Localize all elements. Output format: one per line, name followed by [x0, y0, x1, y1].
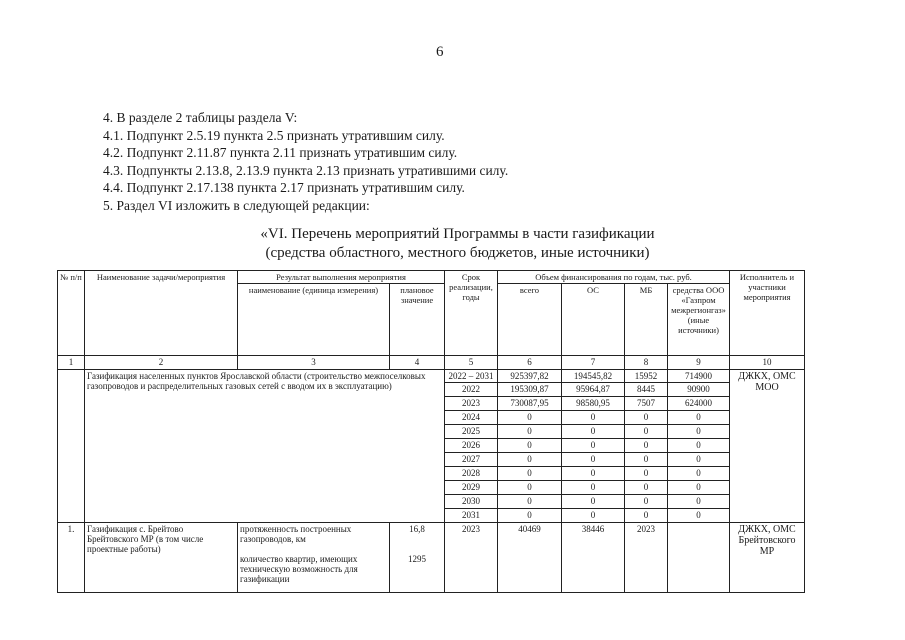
column-number: 3 — [238, 356, 390, 370]
year-cell: 2023 — [445, 397, 498, 411]
goal-mb: 15952 — [625, 370, 668, 383]
year-cell: 2031 — [445, 509, 498, 523]
page-number: 6 — [436, 44, 444, 60]
result-name: протяженность построенных газопроводов, км — [240, 524, 352, 544]
column-number: 6 — [498, 356, 562, 370]
year-other: 0 — [668, 467, 730, 481]
year-total: 0 — [498, 495, 562, 509]
section-title — [200, 225, 715, 263]
column-number: 8 — [625, 356, 668, 370]
year-total: 0 — [498, 411, 562, 425]
result-value: 1295 — [408, 554, 426, 564]
year-other: 0 — [668, 439, 730, 453]
intro-line: 4.2. Подпункт 2.11.87 пункта 2.11 признать утратившим силу. — [103, 145, 458, 161]
item-os: 38446 — [562, 523, 625, 593]
year-os: 0 — [562, 411, 625, 425]
year-os: 95964,87 — [562, 383, 625, 397]
year-cell: 2030 — [445, 495, 498, 509]
year-mb: 7507 — [625, 397, 668, 411]
header-mb: МБ — [625, 284, 668, 356]
year-total: 0 — [498, 509, 562, 523]
year-other: 0 — [668, 425, 730, 439]
result-value: 16,8 — [409, 524, 425, 534]
year-os: 0 — [562, 425, 625, 439]
year-os: 0 — [562, 495, 625, 509]
intro-line: 5. Раздел VI изложить в следующей редакции: — [103, 197, 370, 213]
year-cell: 2025 — [445, 425, 498, 439]
year-cell: 2026 — [445, 439, 498, 453]
table-row — [58, 370, 805, 383]
year-mb: 8445 — [625, 383, 668, 397]
intro-line: 4.3. Подпункты 2.13.8, 2.13.9 пункта 2.13 признать утратившими силу. — [103, 162, 509, 178]
year-mb: 0 — [625, 467, 668, 481]
header-result-planned: плановое значение — [390, 284, 445, 356]
section-title-line2: (средства областного, местного бюджетов, иные источники) — [265, 245, 650, 261]
year-other: 0 — [668, 411, 730, 425]
year-total: 0 — [498, 481, 562, 495]
header-os: ОС — [562, 284, 625, 356]
item-result-values — [390, 523, 445, 593]
header-executor: Исполнитель и участники мероприятия — [730, 271, 805, 356]
goal-term: 2022 – 2031 — [445, 370, 498, 383]
year-other: 0 — [668, 481, 730, 495]
program-table — [57, 270, 805, 593]
year-cell: 2027 — [445, 453, 498, 467]
year-other: 624000 — [668, 397, 730, 411]
intro-line: 4.1. Подпункт 2.5.19 пункта 2.5 признать утратившим силу. — [103, 127, 445, 143]
intro-line: 4.4. Подпункт 2.17.138 пункта 2.17 признать утратившим силу. — [103, 180, 465, 196]
goal-total: 925397,82 — [498, 370, 562, 383]
header-no: № п/п — [58, 271, 85, 356]
header-total: всего — [498, 284, 562, 356]
column-number: 10 — [730, 356, 805, 370]
year-total: 730087,95 — [498, 397, 562, 411]
goal-other: 714900 — [668, 370, 730, 383]
column-number-row — [58, 356, 805, 370]
table-header-row — [58, 271, 805, 284]
header-finance: Объем финансирования по годам, тыс. руб. — [498, 271, 730, 284]
year-os: 0 — [562, 481, 625, 495]
year-mb: 0 — [625, 425, 668, 439]
year-mb: 0 — [625, 411, 668, 425]
year-cell: 2022 — [445, 383, 498, 397]
column-number: 9 — [668, 356, 730, 370]
goal-executor: ДЖКХ, ОМС МОО — [730, 370, 805, 523]
year-mb: 0 — [625, 481, 668, 495]
goal-no-cell — [58, 370, 85, 523]
section-title-line1: «VI. Перечень мероприятий Программы в части газификации — [260, 226, 655, 242]
year-os: 98580,95 — [562, 397, 625, 411]
year-mb: 0 — [625, 495, 668, 509]
item-other — [668, 523, 730, 593]
year-cell: 2028 — [445, 467, 498, 481]
table-row — [58, 523, 805, 593]
header-term: Срок реализации, годы — [445, 271, 498, 356]
year-total: 0 — [498, 425, 562, 439]
year-mb: 0 — [625, 509, 668, 523]
year-other: 0 — [668, 495, 730, 509]
year-cell: 2024 — [445, 411, 498, 425]
goal-os: 194545,82 — [562, 370, 625, 383]
year-os: 0 — [562, 439, 625, 453]
header-result-name: наименование (единица измерения) — [238, 284, 390, 356]
intro-line: 4. В разделе 2 таблицы раздела V: — [103, 110, 298, 125]
column-number: 7 — [562, 356, 625, 370]
year-total: 0 — [498, 439, 562, 453]
column-number: 1 — [58, 356, 85, 370]
intro-text — [103, 109, 508, 215]
year-other: 0 — [668, 453, 730, 467]
item-result-names — [238, 523, 390, 593]
year-total: 195309,87 — [498, 383, 562, 397]
item-term: 2023 — [445, 523, 498, 593]
header-task: Наименование задачи/мероприятия — [85, 271, 238, 356]
year-total: 0 — [498, 467, 562, 481]
year-os: 0 — [562, 453, 625, 467]
item-mb: 2023 — [625, 523, 668, 593]
year-os: 0 — [562, 509, 625, 523]
header-other: средства ООО «Газпром межрегионгаз» (иные источники) — [668, 284, 730, 356]
item-total: 40469 — [498, 523, 562, 593]
year-cell: 2029 — [445, 481, 498, 495]
item-executor: ДЖКХ, ОМС Брейтовского МР — [730, 523, 805, 593]
year-mb: 0 — [625, 439, 668, 453]
column-number: 5 — [445, 356, 498, 370]
year-other: 0 — [668, 509, 730, 523]
column-number: 4 — [390, 356, 445, 370]
year-mb: 0 — [625, 453, 668, 467]
item-no: 1. — [58, 523, 85, 593]
goal-text: Газификация населенных пунктов Ярославской области (строительство межпоселковых газопроводов и распределительных газовых сетей с вводом их в эксплуатацию) — [85, 370, 445, 523]
year-os: 0 — [562, 467, 625, 481]
header-result: Результат выполнения мероприятия — [238, 271, 445, 284]
item-task: Газификация с. Брейтово Брейтовского МР (в том числе проектные работы) — [85, 523, 238, 593]
year-other: 90900 — [668, 383, 730, 397]
result-name: количество квартир, имеющих техническую возможность для газификации — [240, 554, 358, 584]
year-total: 0 — [498, 453, 562, 467]
column-number: 2 — [85, 356, 238, 370]
